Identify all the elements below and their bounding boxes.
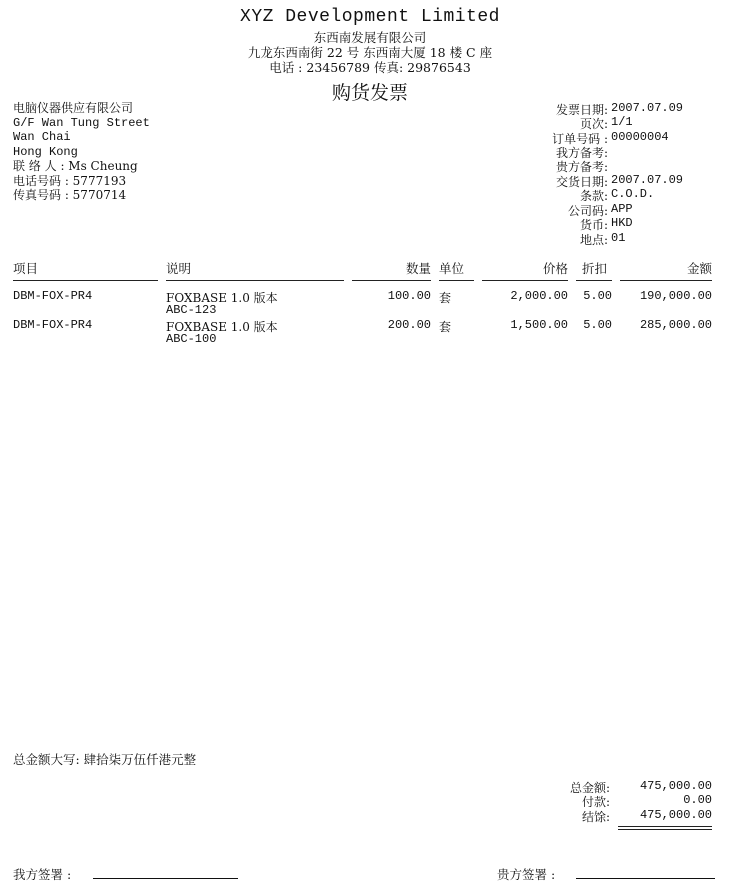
balance-label: 结馀: (581, 810, 610, 824)
cell-discount: 5.00 (583, 318, 612, 332)
header-underline (620, 280, 712, 281)
amount-in-words: 总金额大写: 肆拾柒万伍仟港元整 (13, 752, 197, 767)
balance-value: 475,000.00 (639, 808, 712, 822)
cell-description-code: ABC-123 (166, 303, 217, 317)
column-header-unit: 单位 (439, 261, 465, 276)
customer-address-line: Wan Chai (13, 130, 71, 144)
company-contact: 电话 : 23456789 传真: 29876543 (269, 60, 471, 75)
cell-item: DBM-FOX-PR4 (13, 289, 93, 303)
terms-label: 条款: (579, 189, 608, 203)
delivery-date-label: 交货日期: (555, 175, 608, 189)
column-header-item: 项目 (13, 261, 39, 276)
column-header-price: 价格 (542, 261, 568, 276)
customer-address-line: Hong Kong (13, 145, 78, 159)
order-number-label: 订单号码 : (552, 132, 608, 146)
total-value: 475,000.00 (639, 779, 712, 793)
cell-quantity: 200.00 (387, 318, 431, 332)
company-code-label: 公司码: (567, 204, 608, 218)
your-reference-label: 贵方备考: (555, 160, 608, 174)
column-header-discount: 折扣 (582, 261, 608, 276)
customer-address-line: G/F Wan Tung Street (13, 116, 150, 130)
header-underline (439, 280, 474, 281)
delivery-date-value: 2007.07.09 (611, 173, 684, 187)
cell-discount: 5.00 (583, 289, 612, 303)
company-name-cn: 东西南发展有限公司 (313, 30, 427, 45)
our-signature-label: 我方签署 : (13, 867, 72, 882)
cell-unit: 套 (439, 320, 452, 334)
cell-description: FOXBASE 1.0 版本 (166, 320, 278, 334)
our-signature-line (93, 878, 238, 879)
location-value: 01 (611, 231, 626, 245)
header-underline (576, 280, 612, 281)
cell-description-code: ABC-100 (166, 332, 217, 346)
order-number-value: 00000004 (611, 130, 669, 144)
cell-quantity: 100.00 (387, 289, 431, 303)
customer-phone: 电话号码 : 5777193 (13, 174, 127, 188)
total-label: 总金额: (569, 781, 610, 795)
company-name-en: XYZ Development Limited (240, 7, 500, 27)
cell-unit: 套 (439, 291, 452, 305)
location-label: 地点: (579, 233, 608, 247)
column-header-description: 说明 (166, 261, 192, 276)
header-underline (352, 280, 431, 281)
cell-description: FOXBASE 1.0 版本 (166, 291, 278, 305)
invoice-date-label: 发票日期: (555, 103, 608, 117)
invoice-date-value: 2007.07.09 (611, 101, 684, 115)
page-value: 1/1 (611, 115, 633, 129)
our-reference-label: 我方备考: (555, 146, 608, 160)
cell-price: 1,500.00 (510, 318, 568, 332)
company-code-value: APP (611, 202, 633, 216)
header-underline (482, 280, 568, 281)
column-header-quantity: 数量 (405, 261, 431, 276)
currency-value: HKD (611, 216, 633, 230)
document-title: 购货发票 (331, 82, 408, 104)
cell-item: DBM-FOX-PR4 (13, 318, 93, 332)
cell-amount: 285,000.00 (639, 318, 712, 332)
currency-label: 货币: (579, 218, 608, 232)
company-address: 九龙东西南街 22 号 东西南大厦 18 楼 C 座 (247, 45, 493, 60)
customer-contact-person: 联 络 人 : Ms Cheung (13, 159, 138, 173)
paid-label: 付款: (581, 795, 610, 809)
paid-value: 0.00 (683, 793, 712, 807)
header-underline (166, 280, 344, 281)
column-header-amount: 金额 (686, 261, 712, 276)
your-signature-label: 贵方签署 : (497, 867, 556, 882)
your-signature-line (576, 878, 715, 879)
customer-name: 电脑仪器供应有限公司 (13, 101, 134, 115)
page-label: 页次: (579, 117, 608, 131)
double-underline (618, 829, 712, 830)
cell-price: 2,000.00 (510, 289, 568, 303)
customer-fax: 传真号码 : 5770714 (13, 188, 127, 202)
double-underline (618, 826, 712, 827)
terms-value: C.O.D. (611, 187, 655, 201)
cell-amount: 190,000.00 (639, 289, 712, 303)
header-underline (13, 280, 158, 281)
